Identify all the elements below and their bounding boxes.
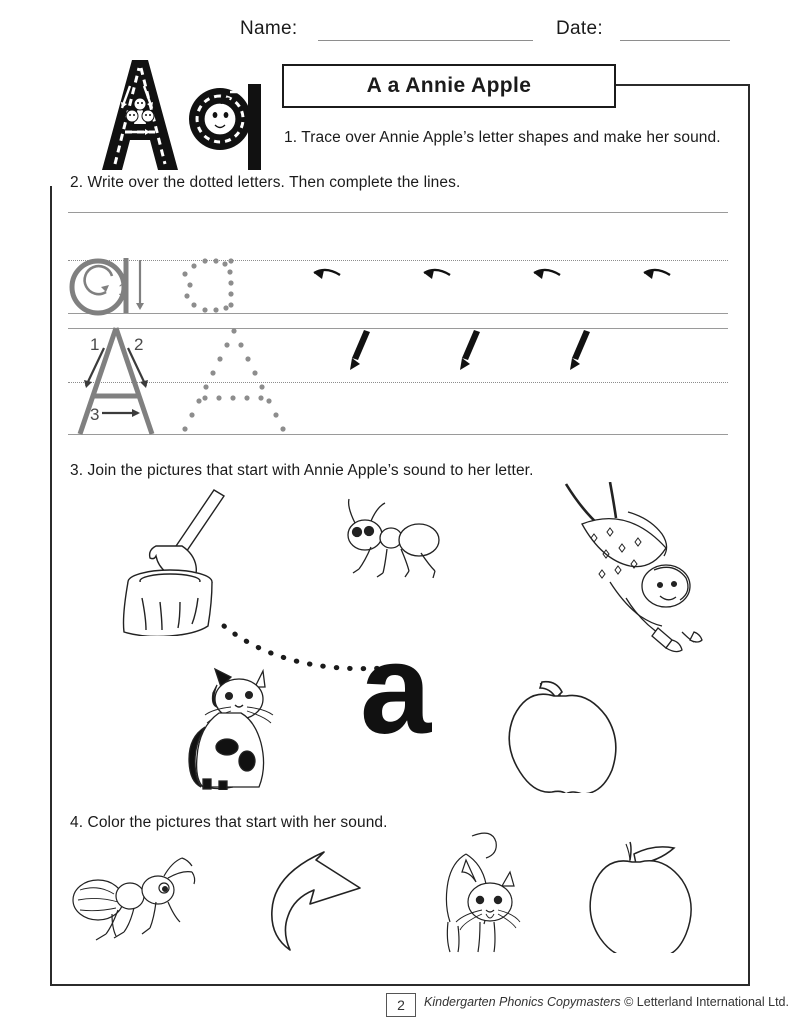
worksheet-header xyxy=(0,18,800,48)
uppercase-stroke-number-2: 2 xyxy=(134,335,144,354)
uppercase-A-glyph xyxy=(102,60,178,170)
picture-ant-top[interactable] xyxy=(325,495,455,585)
title-box xyxy=(282,64,616,108)
instruction-3: 3. Join the pictures that start with Annie Apple’s sound to her letter. xyxy=(70,462,534,479)
lowercase-hint-arrows xyxy=(314,270,670,279)
dotted-lowercase-a xyxy=(182,258,233,312)
footer-copyright: © Letterland International Ltd. xyxy=(624,995,789,1009)
target-letter-a: a xyxy=(360,618,432,761)
picture-cat-sitting[interactable] xyxy=(185,665,295,795)
lowercase-a-model xyxy=(72,258,144,313)
picture-ant-bottom[interactable] xyxy=(68,852,198,957)
frame-top-border xyxy=(612,84,750,86)
instruction-1: 1. Trace over Annie Apple’s letter shapes and make her sound. xyxy=(284,129,721,146)
picture-apple-top[interactable] xyxy=(508,668,638,798)
page-number: 2 xyxy=(386,993,416,1017)
uppercase-hint-arrows xyxy=(350,330,590,370)
footer-credit xyxy=(424,995,789,1009)
uppercase-stroke-number-1: 1 xyxy=(90,335,100,354)
lowercase-stroke-number-1: 1 xyxy=(118,280,128,299)
picture-axe-in-stump[interactable] xyxy=(104,486,284,641)
lowercase-a-glyph xyxy=(189,84,261,170)
frame-right-border xyxy=(748,84,750,986)
dotted-uppercase-A xyxy=(182,328,285,431)
letterland-character-letters xyxy=(70,52,270,174)
footer-series-title: Kindergarten Phonics Copymasters xyxy=(424,995,621,1009)
uppercase-stroke-number-3: 3 xyxy=(90,405,100,424)
date-input-line[interactable] xyxy=(620,40,730,41)
picture-arrow[interactable] xyxy=(262,848,372,958)
page-title: A a Annie Apple xyxy=(366,74,532,97)
frame-left-border xyxy=(50,186,52,986)
date-label: Date: xyxy=(556,18,603,39)
name-label: Name: xyxy=(240,18,298,39)
frame-bottom-border xyxy=(50,984,750,986)
picture-cat-bottom[interactable] xyxy=(436,830,546,960)
picture-girl-on-swing[interactable] xyxy=(548,482,713,662)
name-input-line[interactable] xyxy=(318,40,533,41)
handwriting-practice-area[interactable] xyxy=(68,200,728,440)
picture-apple-bottom[interactable] xyxy=(586,838,706,958)
instruction-2: 2. Write over the dotted letters. Then complete the lines. xyxy=(70,174,461,191)
instruction-4: 4. Color the pictures that start with her sound. xyxy=(70,814,388,831)
